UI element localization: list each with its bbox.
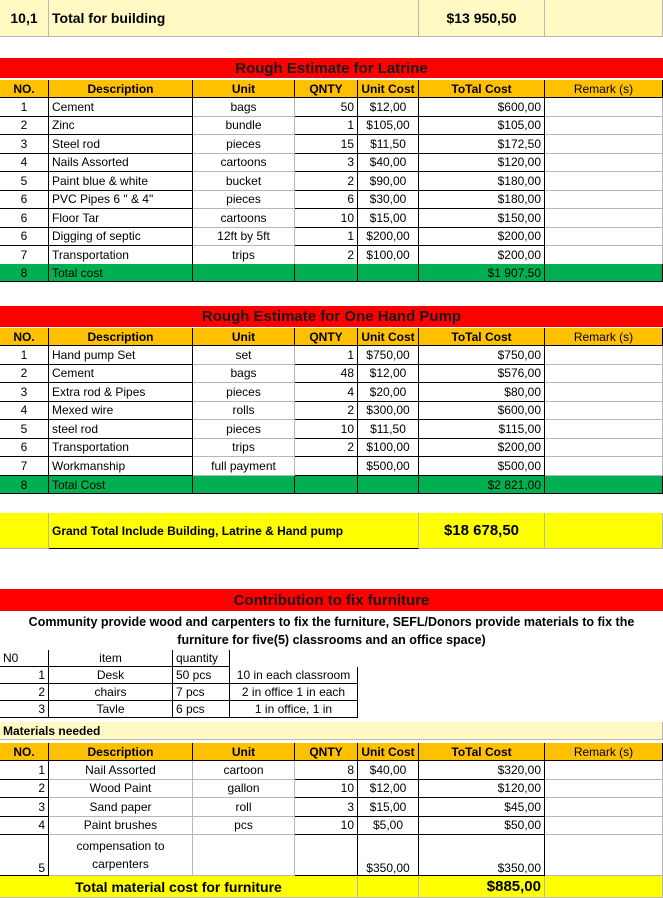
item-row <box>0 684 663 701</box>
row-no[interactable]: 5 <box>0 420 49 439</box>
row-qnty[interactable]: 4 <box>295 383 358 402</box>
total-empty[interactable] <box>295 264 358 282</box>
row-description[interactable]: Paint blue & white <box>49 172 193 191</box>
header-remark[interactable]: Remark (s) <box>545 743 663 761</box>
material-remark[interactable] <box>545 817 663 836</box>
row-total[interactable]: $172,50 <box>419 135 545 154</box>
items-header-item[interactable]: item <box>49 650 173 667</box>
row-remark[interactable] <box>545 154 663 173</box>
row-description[interactable]: Zinc <box>49 117 193 136</box>
row-no[interactable]: 6 <box>0 439 49 458</box>
row-remark[interactable] <box>545 365 663 384</box>
row-no[interactable]: 6 <box>0 191 49 210</box>
table-row <box>0 98 663 117</box>
table-row <box>0 439 663 458</box>
row-total[interactable]: $200,00 <box>419 228 545 247</box>
header-unit[interactable]: Unit <box>193 80 295 98</box>
header-no[interactable]: NO. <box>0 328 49 346</box>
row-remark[interactable] <box>545 191 663 210</box>
row-unit[interactable]: trips <box>193 246 295 265</box>
table-row <box>0 172 663 191</box>
furniture-total-row <box>0 876 663 898</box>
item-row <box>0 667 663 684</box>
row-unit-cost[interactable]: $12,00 <box>358 98 419 117</box>
furniture-title: Contribution to fix furniture <box>0 589 663 611</box>
item-no[interactable]: 3 <box>0 701 49 718</box>
row-description[interactable]: PVC Pipes 6 " & 4" <box>49 191 193 210</box>
row-no[interactable]: 1 <box>0 346 49 365</box>
row-description[interactable]: Cement <box>49 98 193 117</box>
row-unit-cost[interactable]: $20,00 <box>358 383 419 402</box>
row-remark[interactable] <box>545 246 663 265</box>
header-unit-cost[interactable]: Unit Cost <box>358 743 419 761</box>
header-qnty[interactable]: QNTY <box>295 743 358 761</box>
material-unit-cost[interactable]: $12,00 <box>358 780 419 799</box>
row-unit[interactable]: pieces <box>193 383 295 402</box>
item-quantity[interactable]: 50 pcs <box>173 667 230 684</box>
total-empty[interactable] <box>358 264 419 282</box>
row-qnty[interactable] <box>295 457 358 476</box>
table-row <box>0 346 663 365</box>
material-row <box>0 761 663 780</box>
row-qnty[interactable]: 1 <box>295 346 358 365</box>
row-total[interactable]: $600,00 <box>419 402 545 421</box>
building-total-row <box>0 0 663 37</box>
material-no[interactable]: 2 <box>0 780 49 799</box>
row-description[interactable]: Transportation <box>49 439 193 458</box>
total-empty[interactable] <box>193 264 295 282</box>
material-row <box>0 780 663 799</box>
row-no[interactable]: 2 <box>0 117 49 136</box>
material-total[interactable]: $45,00 <box>419 798 545 817</box>
row-no[interactable]: 6 <box>0 209 49 228</box>
empty-cell[interactable] <box>0 513 49 549</box>
compensation-total[interactable]: $350,00 <box>419 835 545 876</box>
material-qnty[interactable]: 10 <box>295 780 358 799</box>
row-remark[interactable] <box>545 346 663 365</box>
items-header <box>0 650 663 667</box>
row-unit-cost[interactable]: $105,00 <box>358 117 419 136</box>
total-row <box>0 476 663 494</box>
row-unit[interactable]: full payment <box>193 457 295 476</box>
row-description[interactable]: Digging of septic <box>49 228 193 247</box>
material-no[interactable]: 3 <box>0 798 49 817</box>
grand-total-row <box>0 513 663 549</box>
row-no[interactable]: 4 <box>0 154 49 173</box>
row-qnty[interactable]: 6 <box>295 191 358 210</box>
row-unit-cost[interactable]: $90,00 <box>358 172 419 191</box>
furniture-note-line1: Community provide wood and carpenters to fix the furniture, SEFL/Donors provide materials to fix the <box>28 615 635 629</box>
row-description[interactable]: Mexed wire <box>49 402 193 421</box>
row-total[interactable]: $180,00 <box>419 191 545 210</box>
total-empty[interactable] <box>358 476 419 494</box>
item-note[interactable]: 1 in office, 1 in <box>230 701 358 718</box>
total-value[interactable]: $1 907,50 <box>419 264 545 282</box>
item-quantity[interactable]: 7 pcs <box>173 684 230 701</box>
empty-cell[interactable] <box>545 513 663 549</box>
row-remark[interactable] <box>545 228 663 247</box>
material-unit-cost[interactable]: $5,00 <box>358 817 419 836</box>
compensation-no[interactable]: 5 <box>0 835 49 876</box>
row-total[interactable]: $576,00 <box>419 365 545 384</box>
row-unit-cost[interactable]: $40,00 <box>358 154 419 173</box>
header-no[interactable]: NO. <box>0 743 49 761</box>
row-unit-cost[interactable]: $12,00 <box>358 365 419 384</box>
row-unit-cost[interactable]: $30,00 <box>358 191 419 210</box>
row-qnty[interactable]: 2 <box>295 439 358 458</box>
item-name[interactable]: Desk <box>49 667 173 684</box>
row-total[interactable]: $80,00 <box>419 383 545 402</box>
row-qnty[interactable]: 2 <box>295 246 358 265</box>
empty-cell[interactable] <box>193 835 295 876</box>
row-description[interactable]: Workmanship <box>49 457 193 476</box>
row-total[interactable]: $150,00 <box>419 209 545 228</box>
building-no[interactable]: 10,1 <box>0 0 49 37</box>
material-no[interactable]: 1 <box>0 761 49 780</box>
row-unit[interactable]: bags <box>193 98 295 117</box>
pump-title: Rough Estimate for One Hand Pump <box>0 306 663 327</box>
row-no[interactable]: 3 <box>0 383 49 402</box>
row-unit[interactable]: cartoons <box>193 209 295 228</box>
row-total[interactable]: $500,00 <box>419 457 545 476</box>
header-unit-cost[interactable]: Unit Cost <box>358 80 419 98</box>
row-unit-cost[interactable]: $500,00 <box>358 457 419 476</box>
row-no[interactable]: 7 <box>0 246 49 265</box>
row-unit-cost[interactable]: $750,00 <box>358 346 419 365</box>
total-empty[interactable] <box>545 264 663 282</box>
header-no[interactable]: NO. <box>0 80 49 98</box>
total-label[interactable]: Total Cost <box>49 476 193 494</box>
header-total-cost[interactable]: ToTal Cost <box>419 80 545 98</box>
table-row <box>0 246 663 265</box>
row-total[interactable]: $105,00 <box>419 117 545 136</box>
row-unit-cost[interactable]: $100,00 <box>358 246 419 265</box>
row-total[interactable]: $750,00 <box>419 346 545 365</box>
item-quantity[interactable]: 6 pcs <box>173 701 230 718</box>
material-total[interactable]: $120,00 <box>419 780 545 799</box>
row-unit-cost[interactable]: $300,00 <box>358 402 419 421</box>
row-no[interactable]: 7 <box>0 457 49 476</box>
grand-total-value[interactable]: $18 678,50 <box>419 513 545 549</box>
row-no[interactable]: 2 <box>0 365 49 384</box>
furniture-total-value[interactable]: $885,00 <box>419 876 545 898</box>
table-row <box>0 457 663 476</box>
row-qnty[interactable]: 10 <box>295 420 358 439</box>
total-row <box>0 264 663 282</box>
row-total[interactable]: $120,00 <box>419 154 545 173</box>
row-remark[interactable] <box>545 420 663 439</box>
row-unit[interactable]: bundle <box>193 117 295 136</box>
row-qnty[interactable]: 15 <box>295 135 358 154</box>
row-unit-cost[interactable]: $15,00 <box>358 209 419 228</box>
material-description[interactable]: Nail Assorted <box>49 761 193 780</box>
table-row <box>0 191 663 210</box>
row-no[interactable]: 4 <box>0 402 49 421</box>
total-no[interactable]: 8 <box>0 476 49 494</box>
row-total[interactable]: $180,00 <box>419 172 545 191</box>
furniture-note-line2: furniture for five(5) classrooms and an office space) <box>177 633 486 647</box>
header-unit-cost[interactable]: Unit Cost <box>358 328 419 346</box>
row-unit[interactable]: trips <box>193 439 295 458</box>
row-remark[interactable] <box>545 439 663 458</box>
material-no[interactable]: 4 <box>0 817 49 836</box>
material-unit-cost[interactable]: $15,00 <box>358 798 419 817</box>
table-row <box>0 135 663 154</box>
header-qnty[interactable]: QNTY <box>295 328 358 346</box>
row-remark[interactable] <box>545 457 663 476</box>
row-qnty[interactable]: 2 <box>295 402 358 421</box>
materials-needed-label: Materials needed <box>0 722 663 740</box>
item-row <box>0 701 663 718</box>
item-note[interactable]: 2 in office 1 in each <box>230 684 358 701</box>
blank-row <box>0 37 663 55</box>
row-unit[interactable]: bucket <box>193 172 295 191</box>
row-description[interactable]: Extra rod & Pipes <box>49 383 193 402</box>
row-unit[interactable]: bags <box>193 365 295 384</box>
grand-total-label[interactable]: Grand Total Include Building, Latrine & Hand pump <box>49 513 419 549</box>
row-no[interactable]: 6 <box>0 228 49 247</box>
row-remark[interactable] <box>545 402 663 421</box>
row-no[interactable]: 5 <box>0 172 49 191</box>
material-qnty[interactable]: 8 <box>295 761 358 780</box>
row-description[interactable]: Nails Assorted <box>49 154 193 173</box>
row-unit-cost[interactable]: $11,50 <box>358 420 419 439</box>
compensation-desc-line: compensation to <box>76 839 165 853</box>
row-unit[interactable]: pieces <box>193 420 295 439</box>
header-description[interactable]: Description <box>49 80 193 98</box>
compensation-row <box>0 835 663 876</box>
material-unit[interactable]: pcs <box>193 817 295 836</box>
row-description[interactable]: Transportation <box>49 246 193 265</box>
items-header-no[interactable]: N0 <box>0 650 49 667</box>
empty-cell[interactable] <box>295 835 358 876</box>
materials-header <box>0 743 663 761</box>
empty-cell[interactable] <box>545 0 663 37</box>
material-row <box>0 798 663 817</box>
row-unit[interactable]: pieces <box>193 191 295 210</box>
item-name[interactable]: Tavle <box>49 701 173 718</box>
row-unit-cost[interactable]: $11,50 <box>358 135 419 154</box>
total-empty[interactable] <box>295 476 358 494</box>
compensation-desc-line: carpenters <box>92 857 149 871</box>
table-row <box>0 402 663 421</box>
material-description[interactable]: Wood Paint <box>49 780 193 799</box>
furniture-total-label[interactable]: Total material cost for furniture <box>0 876 358 898</box>
row-unit[interactable]: pieces <box>193 135 295 154</box>
header-remark[interactable]: Remark (s) <box>545 80 663 98</box>
row-total[interactable]: $200,00 <box>419 246 545 265</box>
material-unit[interactable]: cartoon <box>193 761 295 780</box>
header-description[interactable]: Description <box>49 328 193 346</box>
empty-cell[interactable] <box>545 835 663 876</box>
material-remark[interactable] <box>545 780 663 799</box>
row-unit[interactable]: rolls <box>193 402 295 421</box>
material-unit[interactable]: roll <box>193 798 295 817</box>
row-remark[interactable] <box>545 172 663 191</box>
row-description[interactable]: steel rod <box>49 420 193 439</box>
row-remark[interactable] <box>545 135 663 154</box>
item-no[interactable]: 1 <box>0 667 49 684</box>
row-total[interactable]: $200,00 <box>419 439 545 458</box>
table-row <box>0 383 663 402</box>
empty-cell[interactable] <box>358 876 419 898</box>
row-description[interactable]: Cement <box>49 365 193 384</box>
building-total[interactable]: $13 950,50 <box>419 0 545 37</box>
material-unit-cost[interactable]: $40,00 <box>358 761 419 780</box>
table-row <box>0 228 663 247</box>
table-row <box>0 154 663 173</box>
material-description[interactable]: Sand paper <box>49 798 193 817</box>
row-total[interactable]: $115,00 <box>419 420 545 439</box>
row-unit[interactable]: 12ft by 5ft <box>193 228 295 247</box>
items-header-quantity[interactable]: quantity <box>173 650 230 667</box>
total-label[interactable]: Total cost <box>49 264 193 282</box>
row-remark[interactable] <box>545 383 663 402</box>
material-total[interactable]: $320,00 <box>419 761 545 780</box>
row-no[interactable]: 1 <box>0 98 49 117</box>
row-qnty[interactable]: 1 <box>295 228 358 247</box>
header-qnty[interactable]: QNTY <box>295 80 358 98</box>
table-row <box>0 117 663 136</box>
table-row <box>0 420 663 439</box>
row-qnty[interactable]: 3 <box>295 154 358 173</box>
materials-needed-row <box>0 722 663 740</box>
item-no[interactable]: 2 <box>0 684 49 701</box>
row-qnty[interactable]: 1 <box>295 117 358 136</box>
header-total-cost[interactable]: ToTal Cost <box>419 743 545 761</box>
row-unit[interactable]: set <box>193 346 295 365</box>
material-qnty[interactable]: 10 <box>295 817 358 836</box>
pump-header <box>0 328 663 346</box>
empty-cell[interactable] <box>545 876 663 898</box>
row-qnty[interactable]: 10 <box>295 209 358 228</box>
item-note[interactable]: 10 in each classroom <box>230 667 358 684</box>
material-qnty[interactable]: 3 <box>295 798 358 817</box>
row-remark[interactable] <box>545 98 663 117</box>
row-remark[interactable] <box>545 117 663 136</box>
material-description[interactable]: Paint brushes <box>49 817 193 836</box>
table-row <box>0 209 663 228</box>
table-row <box>0 365 663 384</box>
row-qnty[interactable]: 2 <box>295 172 358 191</box>
row-description[interactable]: Floor Tar <box>49 209 193 228</box>
total-no[interactable]: 8 <box>0 264 49 282</box>
material-remark[interactable] <box>545 798 663 817</box>
compensation-unit-cost[interactable]: $350,00 <box>358 835 419 876</box>
total-value[interactable]: $2 821,00 <box>419 476 545 494</box>
row-no[interactable]: 3 <box>0 135 49 154</box>
total-empty[interactable] <box>545 476 663 494</box>
material-total[interactable]: $50,00 <box>419 817 545 836</box>
header-total-cost[interactable]: ToTal Cost <box>419 328 545 346</box>
building-label[interactable]: Total for building <box>49 0 419 37</box>
header-unit[interactable]: Unit <box>193 743 295 761</box>
material-remark[interactable] <box>545 761 663 780</box>
total-empty[interactable] <box>193 476 295 494</box>
row-description[interactable]: Hand pump Set <box>49 346 193 365</box>
row-unit-cost[interactable]: $100,00 <box>358 439 419 458</box>
header-remark[interactable]: Remark (s) <box>545 328 663 346</box>
row-total[interactable]: $600,00 <box>419 98 545 117</box>
latrine-header <box>0 80 663 98</box>
row-unit-cost[interactable]: $200,00 <box>358 228 419 247</box>
latrine-title: Rough Estimate for Latrine <box>0 58 663 78</box>
row-remark[interactable] <box>545 209 663 228</box>
header-unit[interactable]: Unit <box>193 328 295 346</box>
item-name[interactable]: chairs <box>49 684 173 701</box>
material-row <box>0 817 663 836</box>
header-description[interactable]: Description <box>49 743 193 761</box>
material-unit[interactable]: gallon <box>193 780 295 799</box>
compensation-description[interactable] <box>49 835 193 876</box>
row-qnty[interactable]: 48 <box>295 365 358 384</box>
row-unit[interactable]: cartoons <box>193 154 295 173</box>
row-description[interactable]: Steel rod <box>49 135 193 154</box>
row-qnty[interactable]: 50 <box>295 98 358 117</box>
